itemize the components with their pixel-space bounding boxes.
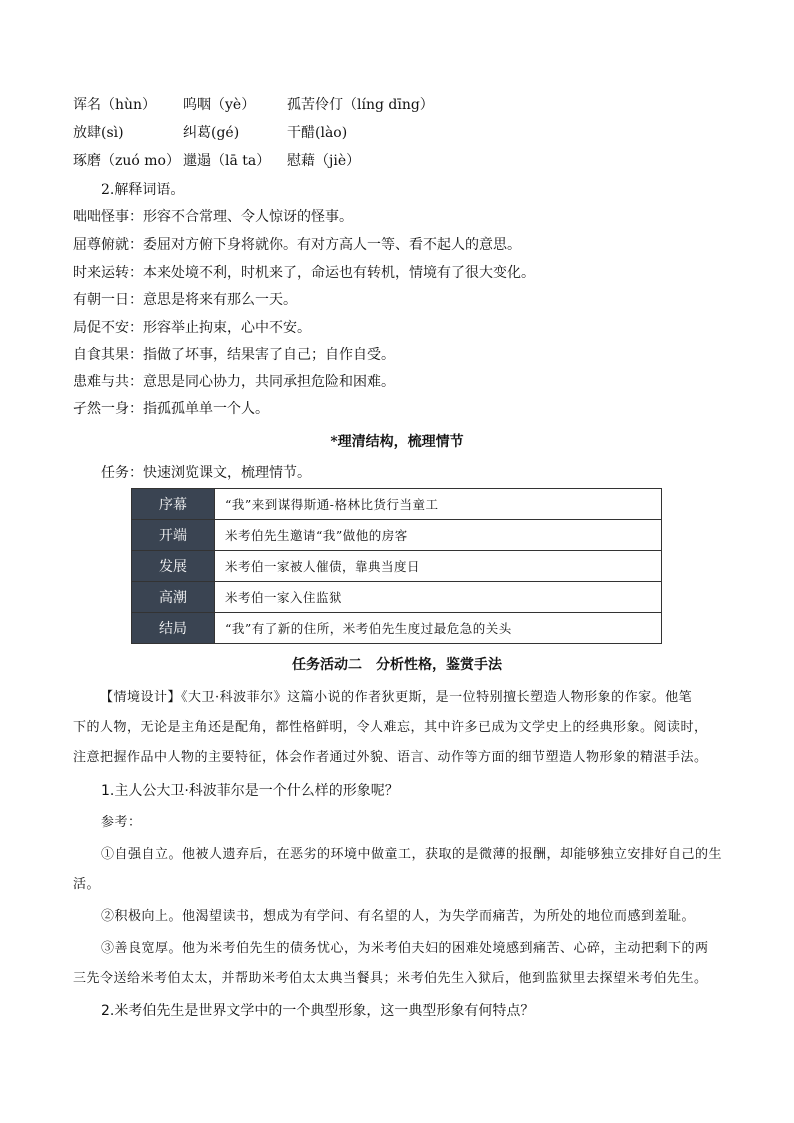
task-text: 任务：快速浏览课文，梳理情节。	[101, 465, 311, 481]
pinyin-word: 孤苦伶仃（líng dīng）	[287, 97, 434, 113]
stage-cell: 高潮	[132, 582, 215, 613]
stage-content: 米考伯先生邀请“我”做他的房客	[215, 520, 662, 551]
scenario-line: 下的人物，无论是主角还是配角，都性格鲜明，令人难忘，其中许多已成为文学史上的经典形象。阅读时，	[73, 720, 708, 735]
answer-line: 活。	[73, 877, 101, 892]
definition-line: 屈尊俯就：委屈对方俯下身将就你。有对方高人一等、看不起人的意思。	[73, 237, 521, 253]
stage-content: 米考伯一家被人催债，靠典当度日	[215, 551, 662, 582]
stage-cell: 发展	[132, 551, 215, 582]
stage-content: 米考伯一家入住监狱	[215, 582, 662, 613]
pinyin-word: 呜咽（yè）	[183, 97, 256, 113]
structure-heading: *理清结构，梳理情节	[330, 434, 464, 450]
pinyin-word: 干醋(lào)	[287, 125, 348, 141]
question-2: 2.米考伯先生是世界文学中的一个典型形象，这一典型形象有何特点？	[101, 1003, 535, 1019]
table-row	[132, 489, 662, 520]
stage-cell: 序幕	[132, 489, 215, 520]
stage-content: “我”来到谋得斯通-格林比货行当童工	[215, 489, 662, 520]
pinyin-word: 诨名（hùn）	[73, 97, 157, 113]
scenario-line: 注意把握作品中人物的主要特征，体会作者通过外貌、语言、动作等方面的细节塑造人物形象的精湛手法。	[73, 750, 708, 765]
table-row	[132, 551, 662, 582]
plot-table	[131, 488, 662, 644]
table-row	[132, 582, 662, 613]
reference-label: 参考：	[101, 815, 142, 830]
definition-line: 自食其果：指做了坏事，结果害了自己；自作自受。	[73, 347, 395, 363]
pinyin-word: 琢磨（zuó mo）	[73, 153, 180, 169]
definition-line: 孑然一身：指孤孤单单一个人。	[73, 401, 269, 417]
table-row	[132, 613, 662, 644]
pinyin-word: 邋遢（lā ta）	[183, 153, 271, 169]
definition-line: 有朝一日：意思是将来有那么一天。	[73, 292, 297, 308]
answer-line: 三先令送给米考伯太太，并帮助米考伯太太典当餐具；米考伯先生入狱后，他到监狱里去探望米考伯先生。	[73, 971, 708, 986]
question-1: 1.主人公大卫·科波菲尔是一个什么样的形象呢？	[101, 783, 399, 799]
section-heading: 2.解释词语。	[101, 182, 185, 198]
scenario-line: 【情境设计】《大卫·科波菲尔》这篇小说的作者狄更斯，是一位特别擅长塑造人物形象的作家。他笔	[100, 690, 693, 705]
answer-line: ③善良宽厚。他为米考伯先生的债务忧心，为米考伯夫妇的困难处境感到痛苦、心碎，主动把剩下的两	[101, 941, 709, 956]
definition-line: 局促不安：形容举止拘束，心中不安。	[73, 320, 311, 336]
answer-line: ①自强自立。他被人遗弃后，在恶劣的环境中做童工，获取的是微薄的报酬，却能够独立安排好自己的生	[101, 847, 723, 862]
table-row	[132, 520, 662, 551]
stage-cell: 结局	[132, 613, 215, 644]
definition-line: 时来运转：本来处境不利，时机来了，命运也有转机，情境有了很大变化。	[73, 265, 535, 281]
pinyin-word: 纠葛(gé)	[183, 125, 240, 141]
answer-line: ②积极向上。他渴望读书，想成为有学问、有名望的人，为失学而痛苦，为所处的地位而感到羞耻。	[101, 909, 696, 924]
activity-heading: 任务活动二 分析性格，鉴赏手法	[292, 657, 502, 673]
pinyin-word: 放肆(sì)	[73, 125, 124, 141]
stage-content: “我”有了新的住所，米考伯先生度过最危急的关头	[215, 613, 662, 644]
definition-line: 患难与共：意思是同心协力，共同承担危险和困难。	[73, 374, 395, 390]
pinyin-word: 慰藉（jiè）	[287, 153, 361, 169]
definition-line: 咄咄怪事：形容不合常理、令人惊讶的怪事。	[73, 209, 353, 225]
stage-cell: 开端	[132, 520, 215, 551]
